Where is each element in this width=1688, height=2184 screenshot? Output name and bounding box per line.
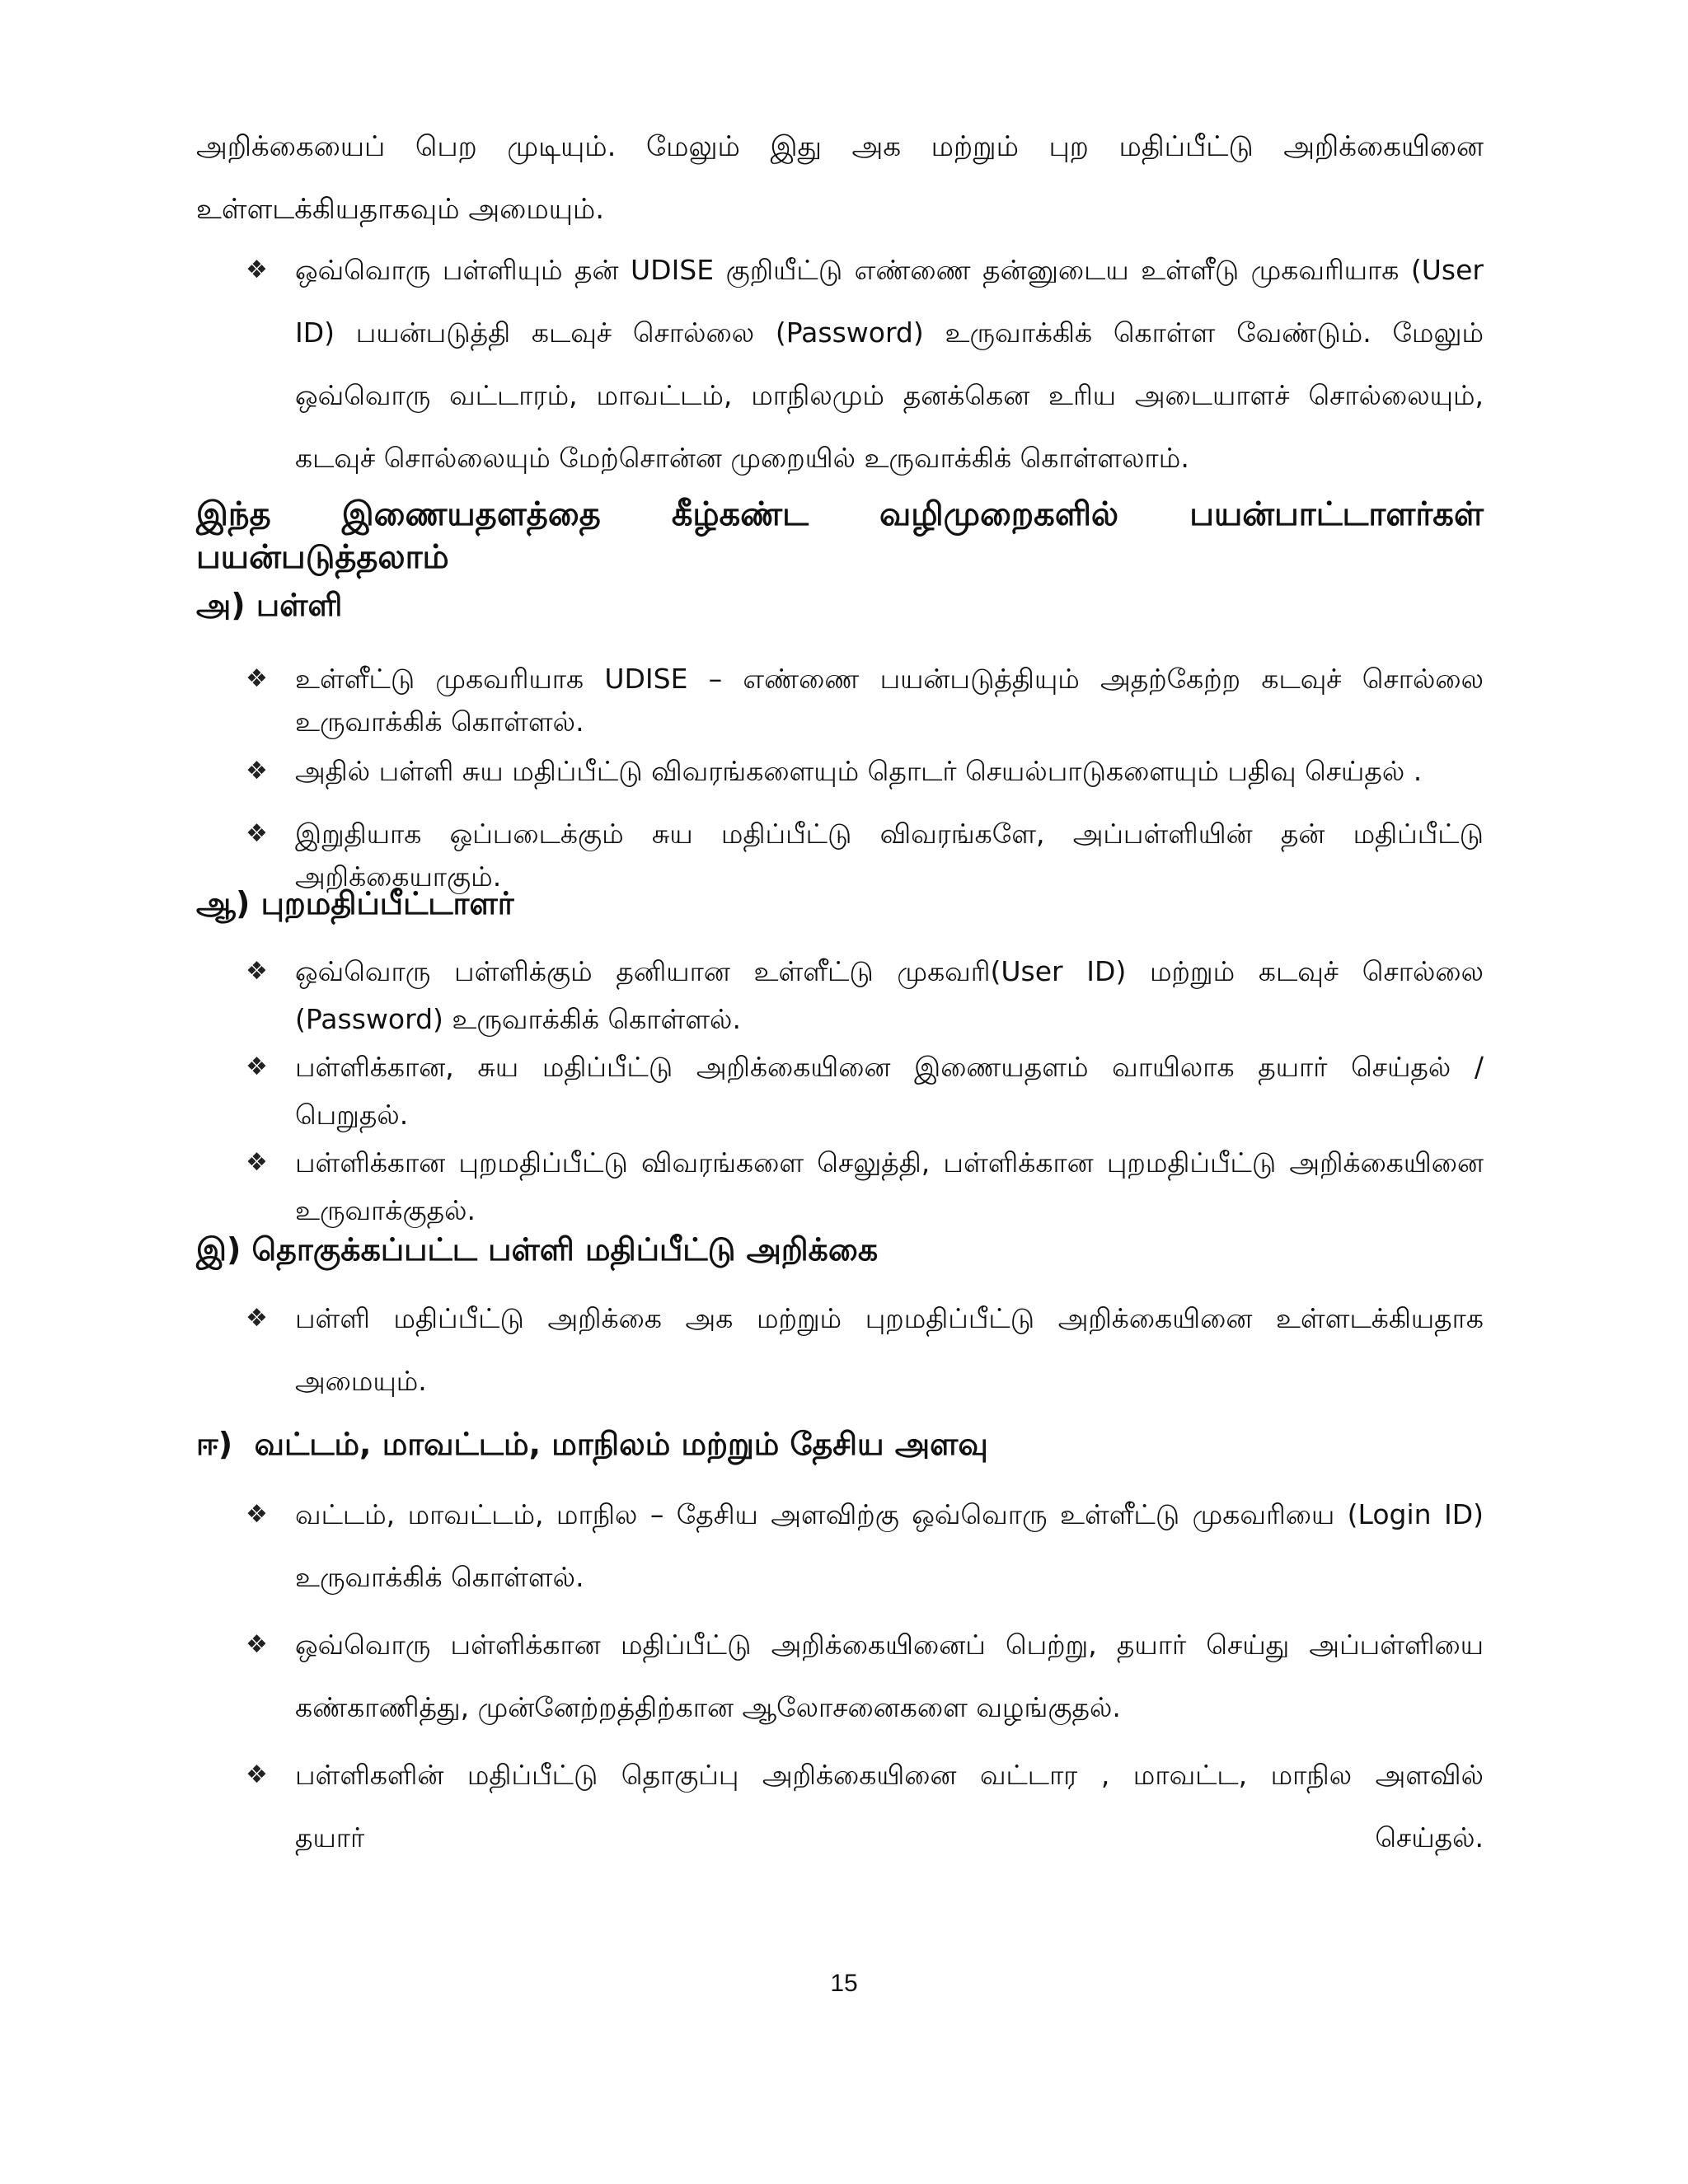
section-c [196,1228,1484,1271]
intro-line-2: உள்ளடக்கியதாகவும் அமையும். [196,193,605,226]
top-bullet-block [246,239,1484,490]
diamond-bullet-icon: ❖ [246,757,268,785]
diamond-bullet-icon: ❖ [246,957,268,986]
list-item: ❖ இறுதியாக ஒப்படைக்கும் சுய மதிப்பீட்டு விவரங்களே, அப்பள்ளியின் தன் மதிப்பீட்டு அறிக்கையாகும். [246,813,1484,898]
heading-word: இணையதளத்தை [341,495,601,533]
section-a-list [246,658,1484,898]
main-heading [196,493,1484,626]
list-item: ❖ உள்ளீட்டு முகவரியாக UDISE – எண்ணை பயன்படுத்தியும் அதற்கேற்ற கடவுச் சொல்லை உருவாக்கிக் கொள்ளல். [246,658,1484,743]
list-item: ❖ ஒவ்வொரு பள்ளிக்கான மதிப்பீட்டு அறிக்கையினைப் பெற்று, தயார் செய்து அப்பள்ளியை கண்காணித்து, முன்னேற்றத்திற்கான ஆலோசனைகளை வழங்குதல். [246,1614,1484,1739]
section-d-list [246,1483,1484,1869]
intro-line-1: அறிக்கையைப் பெற முடியும். மேலும் இது அக மற்றும் புற மதிப்பீட்டு அறிக்கையினை [196,130,1484,163]
list-item: ❖ பள்ளிக்கான, சுய மதிப்பீட்டு அறிக்கையினை இணையதளம் வாயிலாக தயார் செய்தல் / பெறுதல். [246,1043,1484,1139]
diamond-bullet-icon: ❖ [246,664,268,693]
list-item: ❖ அதில் பள்ளி சுய மதிப்பீட்டு விவரங்களையும் தொடர் செயல்பாடுகளையும் பதிவு செய்தல் . [246,750,1484,793]
diamond-bullet-icon: ❖ [246,1760,268,1789]
section-d-title: ஈ) வட்டம், மாவட்டம், மாநிலம் மற்றும் தேசிய அளவு [196,1426,988,1462]
last-item-line-2: தயார் செய்தல். [295,1821,1484,1854]
diamond-bullet-icon: ❖ [246,1052,268,1081]
page-number: 15 [830,1970,858,1997]
top-bullet-list [246,239,1484,490]
diamond-bullet-icon: ❖ [246,255,268,284]
main-heading-line-2: பயன்படுத்தலாம் [196,538,449,576]
diamond-bullet-icon: ❖ [246,1148,268,1177]
section-b-title: ஆ) புறமதிப்பீட்டாளர் [196,885,514,921]
list-item: ❖ வட்டம், மாவட்டம், மாநில – தேசிய அளவிற்கு ஒவ்வொரு உள்ளீட்டு முகவரியை (Login ID) உருவாக்கிக் கொள்ளல். [246,1483,1484,1609]
heading-word: பயன்பாட்டாளர்கள் [1189,495,1484,533]
top-bullet-text: ஒவ்வொரு பள்ளியும் தன் UDISE குறியீட்டு எண்ணை தன்னுடைய உள்ளீடு முகவரியாக (User ID) பயன்படுத்தி கடவுச் சொல்லை (Password) உருவாக்கிக் கொள்ள வேண்டும். மேலும் ஒவ்வொரு வட்டாரம், மாவட்டம், மாநிலமும் தனக்கென உரிய அடையாளச் சொல்லையும், கடவுச் சொல்லையும் மேற்சொன்ன முறையில் உருவாக்கிக் கொள்ளலாம். [295,254,1484,474]
heading-word: இந்த [196,495,271,533]
diamond-bullet-icon: ❖ [246,1304,268,1333]
intro-paragraph [196,115,1484,241]
list-item: ❖ ஒவ்வொரு பள்ளிக்கும் தனியான உள்ளீட்டு முகவரி(User ID) மற்றும் கடவுச் சொல்லை (Password) உருவாக்கிக் கொள்ளல். [246,948,1484,1043]
section-d [196,1422,1484,1465]
diamond-bullet-icon: ❖ [246,1630,268,1659]
list-item [246,239,1484,490]
heading-word: வழிமுறைகளில் [879,495,1119,533]
section-b [196,882,1484,925]
section-b-list [246,948,1484,1235]
heading-word: கீழ்கண்ட [671,495,809,533]
list-item: ❖ பள்ளிக்கான புறமதிப்பீட்டு விவரங்களை செலுத்தி, பள்ளிக்கான புறமதிப்பீட்டு அறிக்கையினை உருவாக்குதல். [246,1139,1484,1235]
list-item: ❖ பள்ளிகளின் மதிப்பீட்டு தொகுப்பு அறிக்கையினை வட்டார , மாவட்ட, மாநில அளவில் தயார் செய்தல். [246,1744,1484,1869]
section-c-title: இ) தொகுக்கப்பட்ட பள்ளி மதிப்பீட்டு அறிக்கை [196,1231,879,1268]
diamond-bullet-icon: ❖ [246,819,268,848]
main-heading-line-1 [196,493,1484,536]
list-item: ❖ பள்ளி மதிப்பீட்டு அறிக்கை அக மற்றும் புறமதிப்பீட்டு அறிக்கையினை உள்ளடக்கியதாக அமையும். [246,1287,1484,1413]
section-c-list [246,1287,1484,1413]
section-a-title: அ) பள்ளி [196,587,343,623]
diamond-bullet-icon: ❖ [246,1500,268,1529]
